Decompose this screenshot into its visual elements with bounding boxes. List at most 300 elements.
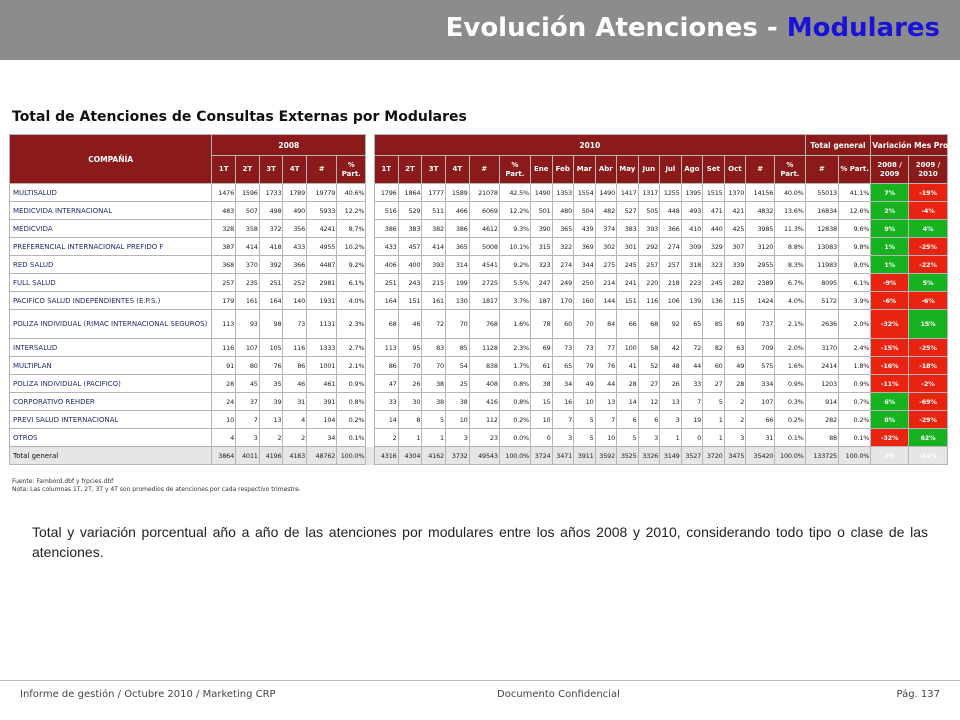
value-cell: 2 [724, 411, 746, 429]
page-title [446, 13, 940, 43]
footer-confidential: Documento Confidencial [497, 689, 620, 700]
value-cell: 220 [638, 274, 660, 292]
value-cell: 2.1% [337, 357, 366, 375]
value-cell: 3 [638, 429, 660, 447]
table-row [10, 184, 948, 202]
company-name-cell: POLIZA INDIVIDUAL (RIMAC INTERNACIONAL SEGUROS) [10, 310, 212, 339]
variation-cell: 4% [908, 220, 947, 238]
value-cell: 1 [422, 429, 446, 447]
value-cell: 28 [724, 375, 746, 393]
value-cell: 490 [283, 202, 307, 220]
table-header-row-1 [10, 135, 948, 156]
value-cell: 107 [236, 339, 260, 357]
value-cell: 386 [445, 220, 469, 238]
table-row [10, 429, 948, 447]
value-cell: 160 [574, 292, 596, 310]
value-cell: 245 [617, 256, 639, 274]
value-cell: 38 [422, 393, 446, 411]
variation-cell: -25% [908, 339, 947, 357]
value-cell: 323 [530, 256, 552, 274]
value-cell: 70 [445, 310, 469, 339]
company-name-cell: CORPORATIVO REHDER [10, 393, 212, 411]
value-cell: 40.6% [337, 184, 366, 202]
value-cell: 60 [552, 310, 574, 339]
value-cell: 247 [530, 274, 552, 292]
value-cell: 2.0% [775, 339, 805, 357]
value-cell: 78 [530, 310, 552, 339]
variation-cell: 15% [908, 310, 947, 339]
value-cell: 301 [617, 238, 639, 256]
value-cell: 68 [638, 310, 660, 339]
value-cell: 527 [617, 202, 639, 220]
value-cell: 9.8% [838, 238, 870, 256]
value-cell: 1 [703, 411, 725, 429]
value-cell: 46 [283, 375, 307, 393]
variation-cell: -16% [871, 357, 909, 375]
value-cell: 498 [259, 202, 283, 220]
col-header-2010-9: Abr [595, 156, 617, 184]
value-cell: 245 [703, 274, 725, 292]
variation-cell: -69% [908, 393, 947, 411]
company-name-cell: MEDICVIDA INTERNACIONAL [10, 202, 212, 220]
value-cell: 6.7% [775, 274, 805, 292]
value-cell: 8.8% [775, 238, 805, 256]
col-header-2008-0: 1T [212, 156, 236, 184]
variation-cell: -19% [908, 184, 947, 202]
value-cell: 0.1% [337, 429, 366, 447]
value-cell: 70 [422, 357, 446, 375]
value-cell: 2.7% [337, 339, 366, 357]
value-cell: 4241 [307, 220, 337, 238]
value-cell: 73 [574, 339, 596, 357]
value-cell: 344 [574, 256, 596, 274]
value-cell: 179 [212, 292, 236, 310]
value-cell: 31 [283, 393, 307, 411]
value-cell: 274 [552, 256, 574, 274]
value-cell: 4832 [746, 202, 775, 220]
value-cell: 45 [236, 375, 260, 393]
table-row [10, 375, 948, 393]
value-cell: 1733 [259, 184, 283, 202]
value-cell: 1 [660, 429, 682, 447]
value-cell: 5 [703, 393, 725, 411]
variation-cell: -2% [908, 375, 947, 393]
value-cell: 7 [236, 411, 260, 429]
value-cell: 49 [724, 357, 746, 375]
value-cell: 49543 [469, 447, 499, 465]
value-cell: 37 [236, 393, 260, 411]
value-cell: 0.1% [838, 429, 870, 447]
col-header-2010-3: 4T [445, 156, 469, 184]
value-cell: 24 [212, 393, 236, 411]
value-cell: 100.0% [775, 447, 805, 465]
value-cell: 292 [638, 238, 660, 256]
value-cell: 366 [660, 220, 682, 238]
value-cell: 0.8% [499, 375, 530, 393]
value-cell: 170 [552, 292, 574, 310]
value-cell: 88 [805, 429, 838, 447]
value-cell: 414 [422, 238, 446, 256]
value-cell: 12838 [805, 220, 838, 238]
company-name-cell: Total general [10, 447, 212, 465]
column-separator [366, 184, 375, 202]
footer-report-info: Informe de gestión / Octubre 2010 / Marketing CRP [20, 689, 276, 700]
value-cell: 386 [374, 220, 398, 238]
value-cell: 504 [574, 202, 596, 220]
value-cell: 34 [552, 375, 574, 393]
value-cell: 95 [398, 339, 422, 357]
column-separator [366, 375, 375, 393]
value-cell: 7 [595, 411, 617, 429]
value-cell: 1796 [374, 184, 398, 202]
value-cell: 1777 [422, 184, 446, 202]
value-cell: 505 [638, 202, 660, 220]
col-header-2010-0: 1T [374, 156, 398, 184]
value-cell: 16834 [805, 202, 838, 220]
variation-cell: 2% [871, 447, 909, 465]
value-cell: 3911 [574, 447, 596, 465]
value-cell: 6 [617, 411, 639, 429]
value-cell: 84 [595, 310, 617, 339]
page-title-main: Evolución Atenciones - [445, 13, 787, 43]
value-cell: 82 [703, 339, 725, 357]
value-cell: 1353 [552, 184, 574, 202]
value-cell: 5933 [307, 202, 337, 220]
value-cell: 3.7% [499, 292, 530, 310]
value-cell: 1131 [307, 310, 337, 339]
value-cell: 35 [259, 375, 283, 393]
value-cell: 368 [212, 256, 236, 274]
value-cell: 2 [724, 393, 746, 411]
value-cell: 358 [236, 220, 260, 238]
variation-cell: 9% [871, 220, 909, 238]
value-cell: 250 [574, 274, 596, 292]
value-cell: 3525 [617, 447, 639, 465]
value-cell: 4304 [398, 447, 422, 465]
table-row [10, 256, 948, 274]
value-cell: 48 [660, 357, 682, 375]
value-cell: 49 [574, 375, 596, 393]
value-cell: 92 [660, 310, 682, 339]
value-cell: 151 [398, 292, 422, 310]
value-cell: 0.2% [337, 411, 366, 429]
variation-cell: 1% [871, 238, 909, 256]
value-cell: 214 [595, 274, 617, 292]
value-cell: 38 [530, 375, 552, 393]
variation-cell: 8% [871, 411, 909, 429]
value-cell: 19 [681, 411, 703, 429]
value-cell: 2 [283, 429, 307, 447]
value-cell: 1.6% [499, 310, 530, 339]
header-bar [0, 0, 960, 60]
variation-header: Variación Mes Prom. [871, 135, 948, 156]
value-cell: 61 [530, 357, 552, 375]
company-name-cell: PREFERENCIAL INTERNACIONAL PREFIDO F [10, 238, 212, 256]
value-cell: 1203 [805, 375, 838, 393]
value-cell: 44 [595, 375, 617, 393]
value-cell: 10.2% [337, 238, 366, 256]
company-name-cell: MULTISALUD [10, 184, 212, 202]
value-cell: 76 [595, 357, 617, 375]
value-cell: 400 [398, 256, 422, 274]
value-cell: 0 [530, 429, 552, 447]
value-cell: 27 [638, 375, 660, 393]
value-cell: 3985 [746, 220, 775, 238]
company-name-cell: MEDICVIDA [10, 220, 212, 238]
col-header-2010-5: % Part. [499, 156, 530, 184]
col-header-2010-17: % Part. [775, 156, 805, 184]
value-cell: 28 [212, 375, 236, 393]
value-cell: 0.8% [337, 393, 366, 411]
value-cell: 4316 [374, 447, 398, 465]
year-2008-header: 2008 [212, 135, 366, 156]
column-separator [366, 393, 375, 411]
value-cell: 199 [445, 274, 469, 292]
value-cell: 3471 [552, 447, 574, 465]
value-cell: 76 [259, 357, 283, 375]
value-cell: 391 [307, 393, 337, 411]
value-cell: 315 [530, 238, 552, 256]
value-cell: 104 [307, 411, 337, 429]
value-cell: 72 [422, 310, 446, 339]
value-cell: 35420 [746, 447, 775, 465]
value-cell: 12.2% [337, 202, 366, 220]
value-cell: 1417 [617, 184, 639, 202]
value-cell: 1554 [574, 184, 596, 202]
value-cell: 1001 [307, 357, 337, 375]
value-cell: 66 [617, 310, 639, 339]
value-cell: 1255 [660, 184, 682, 202]
value-cell: 100.0% [337, 447, 366, 465]
value-cell: 2 [259, 429, 283, 447]
column-separator [366, 411, 375, 429]
value-cell: 369 [574, 238, 596, 256]
value-cell: 105 [259, 339, 283, 357]
value-cell: 768 [469, 310, 499, 339]
value-cell: 13 [595, 393, 617, 411]
value-cell: 3120 [746, 238, 775, 256]
table-body [10, 184, 948, 465]
value-cell: 251 [374, 274, 398, 292]
value-cell: 6 [638, 411, 660, 429]
value-cell: 1931 [307, 292, 337, 310]
value-cell: 164 [259, 292, 283, 310]
value-cell: 14 [374, 411, 398, 429]
value-cell: 0.2% [775, 411, 805, 429]
value-cell: 48762 [307, 447, 337, 465]
value-cell: 42 [660, 339, 682, 357]
value-cell: 86 [374, 357, 398, 375]
value-cell: 390 [530, 220, 552, 238]
table-row [10, 393, 948, 411]
column-separator [366, 135, 375, 184]
footer-page-number: Pág. 137 [896, 689, 940, 700]
value-cell: 10 [212, 411, 236, 429]
value-cell: 1864 [398, 184, 422, 202]
value-cell: 133725 [805, 447, 838, 465]
value-cell: 4612 [469, 220, 499, 238]
value-cell: 1476 [212, 184, 236, 202]
value-cell: 223 [681, 274, 703, 292]
variation-cell: -6% [908, 292, 947, 310]
value-cell: 79 [574, 357, 596, 375]
value-cell: 387 [212, 238, 236, 256]
value-cell: 2.4% [838, 339, 870, 357]
value-cell: 26 [398, 375, 422, 393]
col-header-2008-2: 3T [259, 156, 283, 184]
value-cell: 69 [530, 339, 552, 357]
value-cell: 365 [445, 238, 469, 256]
value-cell: 3 [724, 429, 746, 447]
value-cell: 493 [681, 202, 703, 220]
value-cell: 100.0% [499, 447, 530, 465]
variation-cell: -22% [908, 256, 947, 274]
column-separator [366, 357, 375, 375]
table-row [10, 202, 948, 220]
value-cell: 406 [374, 256, 398, 274]
col-header-2008-1: 2T [236, 156, 260, 184]
value-cell: 1395 [681, 184, 703, 202]
value-cell: 251 [259, 274, 283, 292]
value-cell: 144 [595, 292, 617, 310]
value-cell: 140 [283, 292, 307, 310]
variation-cell: 2% [871, 202, 909, 220]
value-cell: 1789 [283, 184, 307, 202]
value-cell: 1490 [595, 184, 617, 202]
table-title: Total de Atenciones de Consultas Externas por Modulares [12, 109, 467, 125]
value-cell: 3527 [681, 447, 703, 465]
value-cell: 329 [703, 238, 725, 256]
company-name-cell: PACIFICO SALUD INDEPENDIENTES (E.P.S.) [10, 292, 212, 310]
value-cell: 136 [703, 292, 725, 310]
value-cell: 328 [212, 220, 236, 238]
value-cell: 4 [283, 411, 307, 429]
value-cell: 100 [617, 339, 639, 357]
value-cell: 5 [574, 429, 596, 447]
value-cell: 27 [703, 375, 725, 393]
value-cell: 4196 [259, 447, 283, 465]
value-cell: 10 [445, 411, 469, 429]
value-cell: 318 [681, 256, 703, 274]
value-cell: 366 [283, 256, 307, 274]
value-cell: 70 [574, 310, 596, 339]
value-cell: 356 [283, 220, 307, 238]
value-cell: 241 [617, 274, 639, 292]
variation-cell: -32% [871, 429, 909, 447]
explanation-note: Nota: Las columnas 1T, 2T, 3T y 4T son promedios de atenciones por cada respectivo trimestre. [12, 486, 301, 493]
value-cell: 709 [746, 339, 775, 357]
value-cell: 106 [660, 292, 682, 310]
value-cell: 4162 [422, 447, 446, 465]
value-cell: 14 [617, 393, 639, 411]
company-name-cell: MULTIPLAN [10, 357, 212, 375]
value-cell: 501 [530, 202, 552, 220]
col-header-2010-12: Jul [660, 156, 682, 184]
table-row [10, 357, 948, 375]
col-header-2010-10: May [617, 156, 639, 184]
value-cell: 3 [552, 429, 574, 447]
value-cell: 2981 [307, 274, 337, 292]
value-cell: 3475 [724, 447, 746, 465]
value-cell: 257 [638, 256, 660, 274]
year-2010-header: 2010 [374, 135, 805, 156]
value-cell: 433 [283, 238, 307, 256]
value-cell: 16 [552, 393, 574, 411]
column-separator [366, 447, 375, 465]
col-header-total-1: % Part. [838, 156, 870, 184]
value-cell: 0.9% [775, 375, 805, 393]
column-separator [366, 339, 375, 357]
value-cell: 274 [660, 238, 682, 256]
column-separator [366, 429, 375, 447]
value-cell: 410 [681, 220, 703, 238]
value-cell: 60 [703, 357, 725, 375]
value-cell: 39 [259, 393, 283, 411]
value-cell: 30 [398, 393, 422, 411]
value-cell: 3170 [805, 339, 838, 357]
table-row [10, 310, 948, 339]
value-cell: 2.3% [337, 310, 366, 339]
value-cell: 339 [724, 256, 746, 274]
col-header-2010-4: # [469, 156, 499, 184]
value-cell: 3 [660, 411, 682, 429]
variation-cell: 7% [871, 184, 909, 202]
value-cell: 73 [552, 339, 574, 357]
value-cell: 44 [681, 357, 703, 375]
company-name-cell: INTERSALUD [10, 339, 212, 357]
value-cell: 33 [374, 393, 398, 411]
value-cell: 1589 [445, 184, 469, 202]
value-cell: 365 [552, 220, 574, 238]
value-cell: 116 [212, 339, 236, 357]
value-cell: 5008 [469, 238, 499, 256]
value-cell: 73 [283, 310, 307, 339]
value-cell: 393 [638, 220, 660, 238]
variation-cell: -9% [871, 274, 909, 292]
column-separator [366, 238, 375, 256]
total-general-header: Total general [805, 135, 871, 156]
value-cell: 392 [259, 256, 283, 274]
value-cell: 161 [422, 292, 446, 310]
table-notes [12, 478, 301, 494]
value-cell: 0.1% [775, 429, 805, 447]
value-cell: 529 [398, 202, 422, 220]
value-cell: 575 [746, 357, 775, 375]
col-header-2010-1: 2T [398, 156, 422, 184]
variation-cell: 5% [908, 274, 947, 292]
value-cell: 113 [212, 310, 236, 339]
value-cell: 69 [724, 310, 746, 339]
value-cell: 13 [259, 411, 283, 429]
variation-cell: -29% [908, 411, 947, 429]
value-cell: 480 [552, 202, 574, 220]
value-cell: 187 [530, 292, 552, 310]
company-name-cell: FULL SALUD [10, 274, 212, 292]
value-cell: 414 [236, 238, 260, 256]
company-name-cell: PREVI SALUD INTERNACIONAL [10, 411, 212, 429]
value-cell: 5 [574, 411, 596, 429]
value-cell: 107 [746, 393, 775, 411]
value-cell: 2414 [805, 357, 838, 375]
value-cell: 116 [638, 292, 660, 310]
value-cell: 13 [660, 393, 682, 411]
value-cell: 0.0% [499, 429, 530, 447]
value-cell: 130 [445, 292, 469, 310]
value-cell: 249 [552, 274, 574, 292]
value-cell: 2 [374, 429, 398, 447]
value-cell: 461 [307, 375, 337, 393]
col-header-2010-14: Set [703, 156, 725, 184]
